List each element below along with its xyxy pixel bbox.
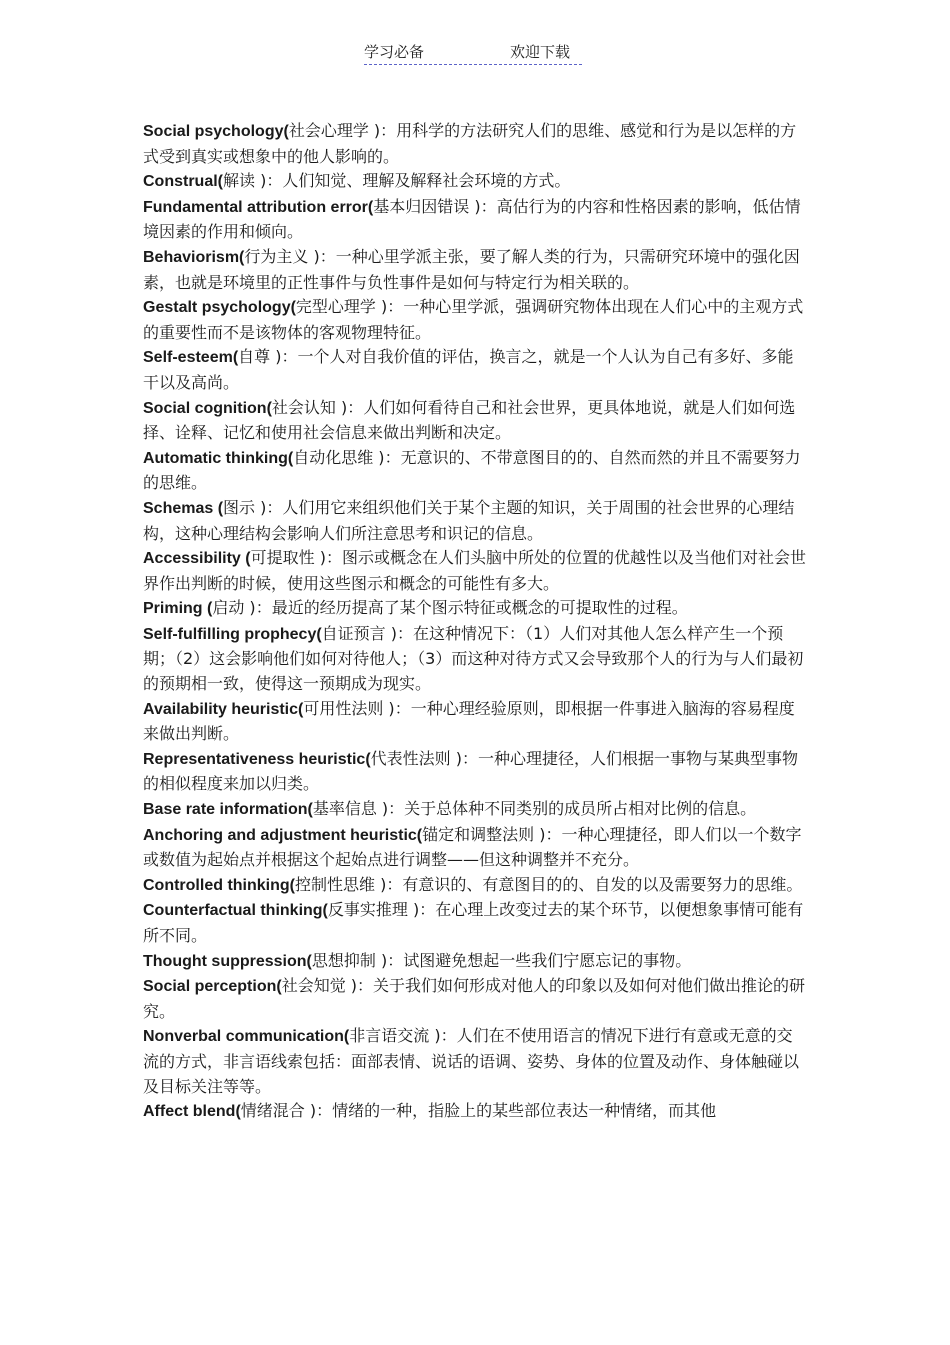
glossary-entry bbox=[143, 596, 808, 622]
page-header bbox=[364, 40, 582, 65]
glossary-entry bbox=[143, 546, 808, 596]
header-left-text: 学习必备 bbox=[364, 43, 425, 61]
entry-term: Nonverbal communication( bbox=[143, 1028, 350, 1046]
entry-term: Availability heuristic( bbox=[143, 700, 304, 718]
entry-chinese-term: 行为主义 ) bbox=[244, 246, 320, 266]
glossary-entry bbox=[143, 1099, 808, 1125]
entry-definition: ：有意识的、有意图目的的、自发的以及需要努力的思维。 bbox=[386, 874, 803, 894]
glossary-entry bbox=[143, 496, 808, 546]
entry-chinese-term: 自动化思维 ) bbox=[293, 447, 385, 467]
entry-definition: ：一个人对自我价值的评估，换言之，就是一个人认为自己有多好、多能干以及高尚。 bbox=[143, 347, 794, 392]
entry-term: Automatic thinking( bbox=[143, 449, 294, 467]
glossary-entry bbox=[143, 697, 808, 747]
entry-definition: ：情绪的一种，指脸上的某些部位表达一种情绪，而其他 bbox=[316, 1101, 717, 1121]
entry-term: Self-fulfilling prophecy( bbox=[143, 625, 322, 643]
glossary-entry bbox=[143, 622, 808, 697]
entry-chinese-term: 社会知觉 ) bbox=[281, 976, 358, 996]
entry-chinese-term: 完型心理学 ) bbox=[295, 297, 388, 317]
glossary-entry bbox=[143, 195, 808, 245]
entry-term: Accessibility ( bbox=[143, 550, 251, 568]
entry-term: Social cognition( bbox=[143, 399, 272, 417]
entry-definition: ：关于总体种不同类别的成员所占相对比例的信息。 bbox=[388, 799, 757, 819]
entry-term: Fundamental attribution error( bbox=[143, 198, 374, 216]
glossary bbox=[143, 119, 808, 1125]
entry-term: Construal( bbox=[143, 173, 223, 191]
glossary-entry bbox=[143, 823, 808, 873]
entry-definition: ：关于我们如何形成对他人的印象以及如何对他们做出推论的研究。 bbox=[143, 976, 806, 1021]
entry-term: Base rate information( bbox=[143, 801, 313, 819]
glossary-entry bbox=[143, 747, 808, 797]
glossary-entry bbox=[143, 949, 808, 975]
entry-term: Counterfactual thinking( bbox=[143, 902, 328, 920]
entry-chinese-term: 思想抑制 ) bbox=[311, 950, 388, 970]
entry-definition: ：用科学的方法研究人们的思维、感觉和行为是以怎样的方式受到真实或想象中的他人影响的。 bbox=[143, 121, 797, 166]
entry-chinese-term: 可用性法则 ) bbox=[303, 698, 395, 718]
glossary-entry bbox=[143, 446, 808, 496]
entry-term: Behaviorism( bbox=[143, 248, 245, 266]
entry-definition: ：一种心里学派主张，要了解人类的行为，只需研究环境中的强化因素，也就是环境里的正性事件与负性事件是如何与特定行为相关联的。 bbox=[143, 246, 800, 292]
entry-definition: ：最近的经历提高了某个图示特征或概念的可提取性的过程。 bbox=[255, 598, 688, 618]
glossary-entry bbox=[143, 345, 808, 395]
entry-term: Controlled thinking( bbox=[143, 876, 295, 894]
entry-definition: ：高估行为的内容和性格因素的影响，低估情境因素的作用和倾向。 bbox=[143, 196, 801, 242]
entry-definition: ：一种心理捷径，即人们以一个数字或数值为起始点并根据这个起始点进行调整——但这种调整并不充分。 bbox=[143, 824, 802, 870]
entry-chinese-term: 反事实推理 ) bbox=[327, 900, 420, 920]
entry-definition: ：人们在不使用语言的情况下进行有意或无意的交流的方式，非言语线索包括：面部表情、说话的语调、姿势、身体的位置及动作、身体触碰以及目标关注等等。 bbox=[143, 1026, 800, 1096]
glossary-entry bbox=[143, 169, 808, 195]
glossary-entry bbox=[143, 873, 808, 899]
entry-definition: ：人们用它来组织他们关于某个主题的知识，关于周围的社会世界的心理结构，这种心理结构会影响人们所注意思考和识记的信息。 bbox=[143, 497, 795, 543]
entry-chinese-term: 解读 ) bbox=[223, 171, 267, 191]
entry-term: Schemas ( bbox=[143, 499, 224, 517]
entry-chinese-term: 自尊 ) bbox=[238, 347, 282, 367]
entry-definition: ：人们如何看待自己和社会世界，更具体地说，就是人们如何选择、诠释、记忆和使用社会信息来做出判断和决定。 bbox=[143, 397, 796, 443]
entry-term: Social psychology( bbox=[143, 123, 289, 140]
entry-term: Anchoring and adjustment heuristic( bbox=[143, 826, 423, 844]
entry-chinese-term: 基率信息 ) bbox=[312, 799, 389, 819]
entry-definition: ：一种心理捷径，人们根据一事物与某典型事物的相似程度来加以归类。 bbox=[143, 748, 799, 794]
entry-chinese-term: 可提取性 ) bbox=[250, 548, 326, 568]
entry-term: Social perception( bbox=[143, 978, 282, 996]
entry-chinese-term: 图示 ) bbox=[223, 497, 267, 517]
entry-chinese-term: 非言语交流 ) bbox=[349, 1026, 441, 1046]
entry-definition: ：在心理上改变过去的某个环节，以便想象事情可能有所不同。 bbox=[143, 900, 804, 945]
glossary-entry bbox=[143, 1024, 808, 1099]
glossary-entry bbox=[143, 797, 808, 823]
entry-chinese-term: 启动 ) bbox=[212, 598, 256, 618]
entry-term: Affect blend( bbox=[143, 1103, 241, 1121]
entry-term: Representativeness heuristic( bbox=[143, 750, 371, 768]
entry-definition: ：试图避免想起一些我们宁愿忘记的事物。 bbox=[387, 950, 692, 970]
entry-chinese-term: 社会认知 ) bbox=[271, 397, 348, 417]
glossary-entry bbox=[143, 396, 808, 446]
glossary-entry bbox=[143, 295, 808, 345]
entry-term: Gestalt psychology( bbox=[143, 299, 296, 317]
glossary-entry bbox=[143, 898, 808, 948]
entry-term: Priming ( bbox=[143, 600, 213, 618]
entry-term: Thought suppression( bbox=[143, 952, 312, 970]
entry-chinese-term: 控制性思维 ) bbox=[294, 874, 387, 894]
entry-chinese-term: 锚定和调整法则 ) bbox=[422, 824, 546, 844]
entry-definition: ：人们知觉、理解及解释社会环境的方式。 bbox=[266, 171, 571, 191]
glossary-entry bbox=[143, 974, 808, 1024]
entry-definition: ：图示或概念在人们头脑中所处的位置的优越性以及当他们对社会世界作出判断的时候，使用这些图示和概念的可能性有多大。 bbox=[143, 548, 806, 593]
entry-chinese-term: 基本归因错误 ) bbox=[373, 196, 481, 216]
entry-chinese-term: 情绪混合 ) bbox=[240, 1101, 317, 1121]
entry-definition: ：在这种情况下：（1）人们对其他人怎么样产生一个预期；（2）这会影响他们如何对待他人；（3）而这种对待方式又会导致那个人的行为与人们最初的预期相一致，使得这一预期成为现实。 bbox=[143, 623, 804, 694]
glossary-entry bbox=[143, 245, 808, 295]
entry-chinese-term: 代表性法则 ) bbox=[370, 748, 462, 768]
entry-definition: ：一种心里学派，强调研究物体出现在人们心中的主观方式的重要性而不是该物体的客观物理特征。 bbox=[143, 297, 804, 342]
entry-term: Self-esteem( bbox=[143, 349, 239, 367]
header-right-text: 欢迎下载 bbox=[510, 43, 571, 61]
entry-chinese-term: 自证预言 ) bbox=[321, 623, 398, 643]
entry-definition: ：一种心理经验原则，即根据一件事进入脑海的容易程度来做出判断。 bbox=[143, 698, 795, 744]
glossary-entry bbox=[143, 119, 808, 169]
entry-definition: ：无意识的、不带意图目的的、自然而然的并且不需要努力的思维。 bbox=[143, 447, 801, 493]
entry-chinese-term: 社会心理学 ) bbox=[288, 121, 381, 140]
